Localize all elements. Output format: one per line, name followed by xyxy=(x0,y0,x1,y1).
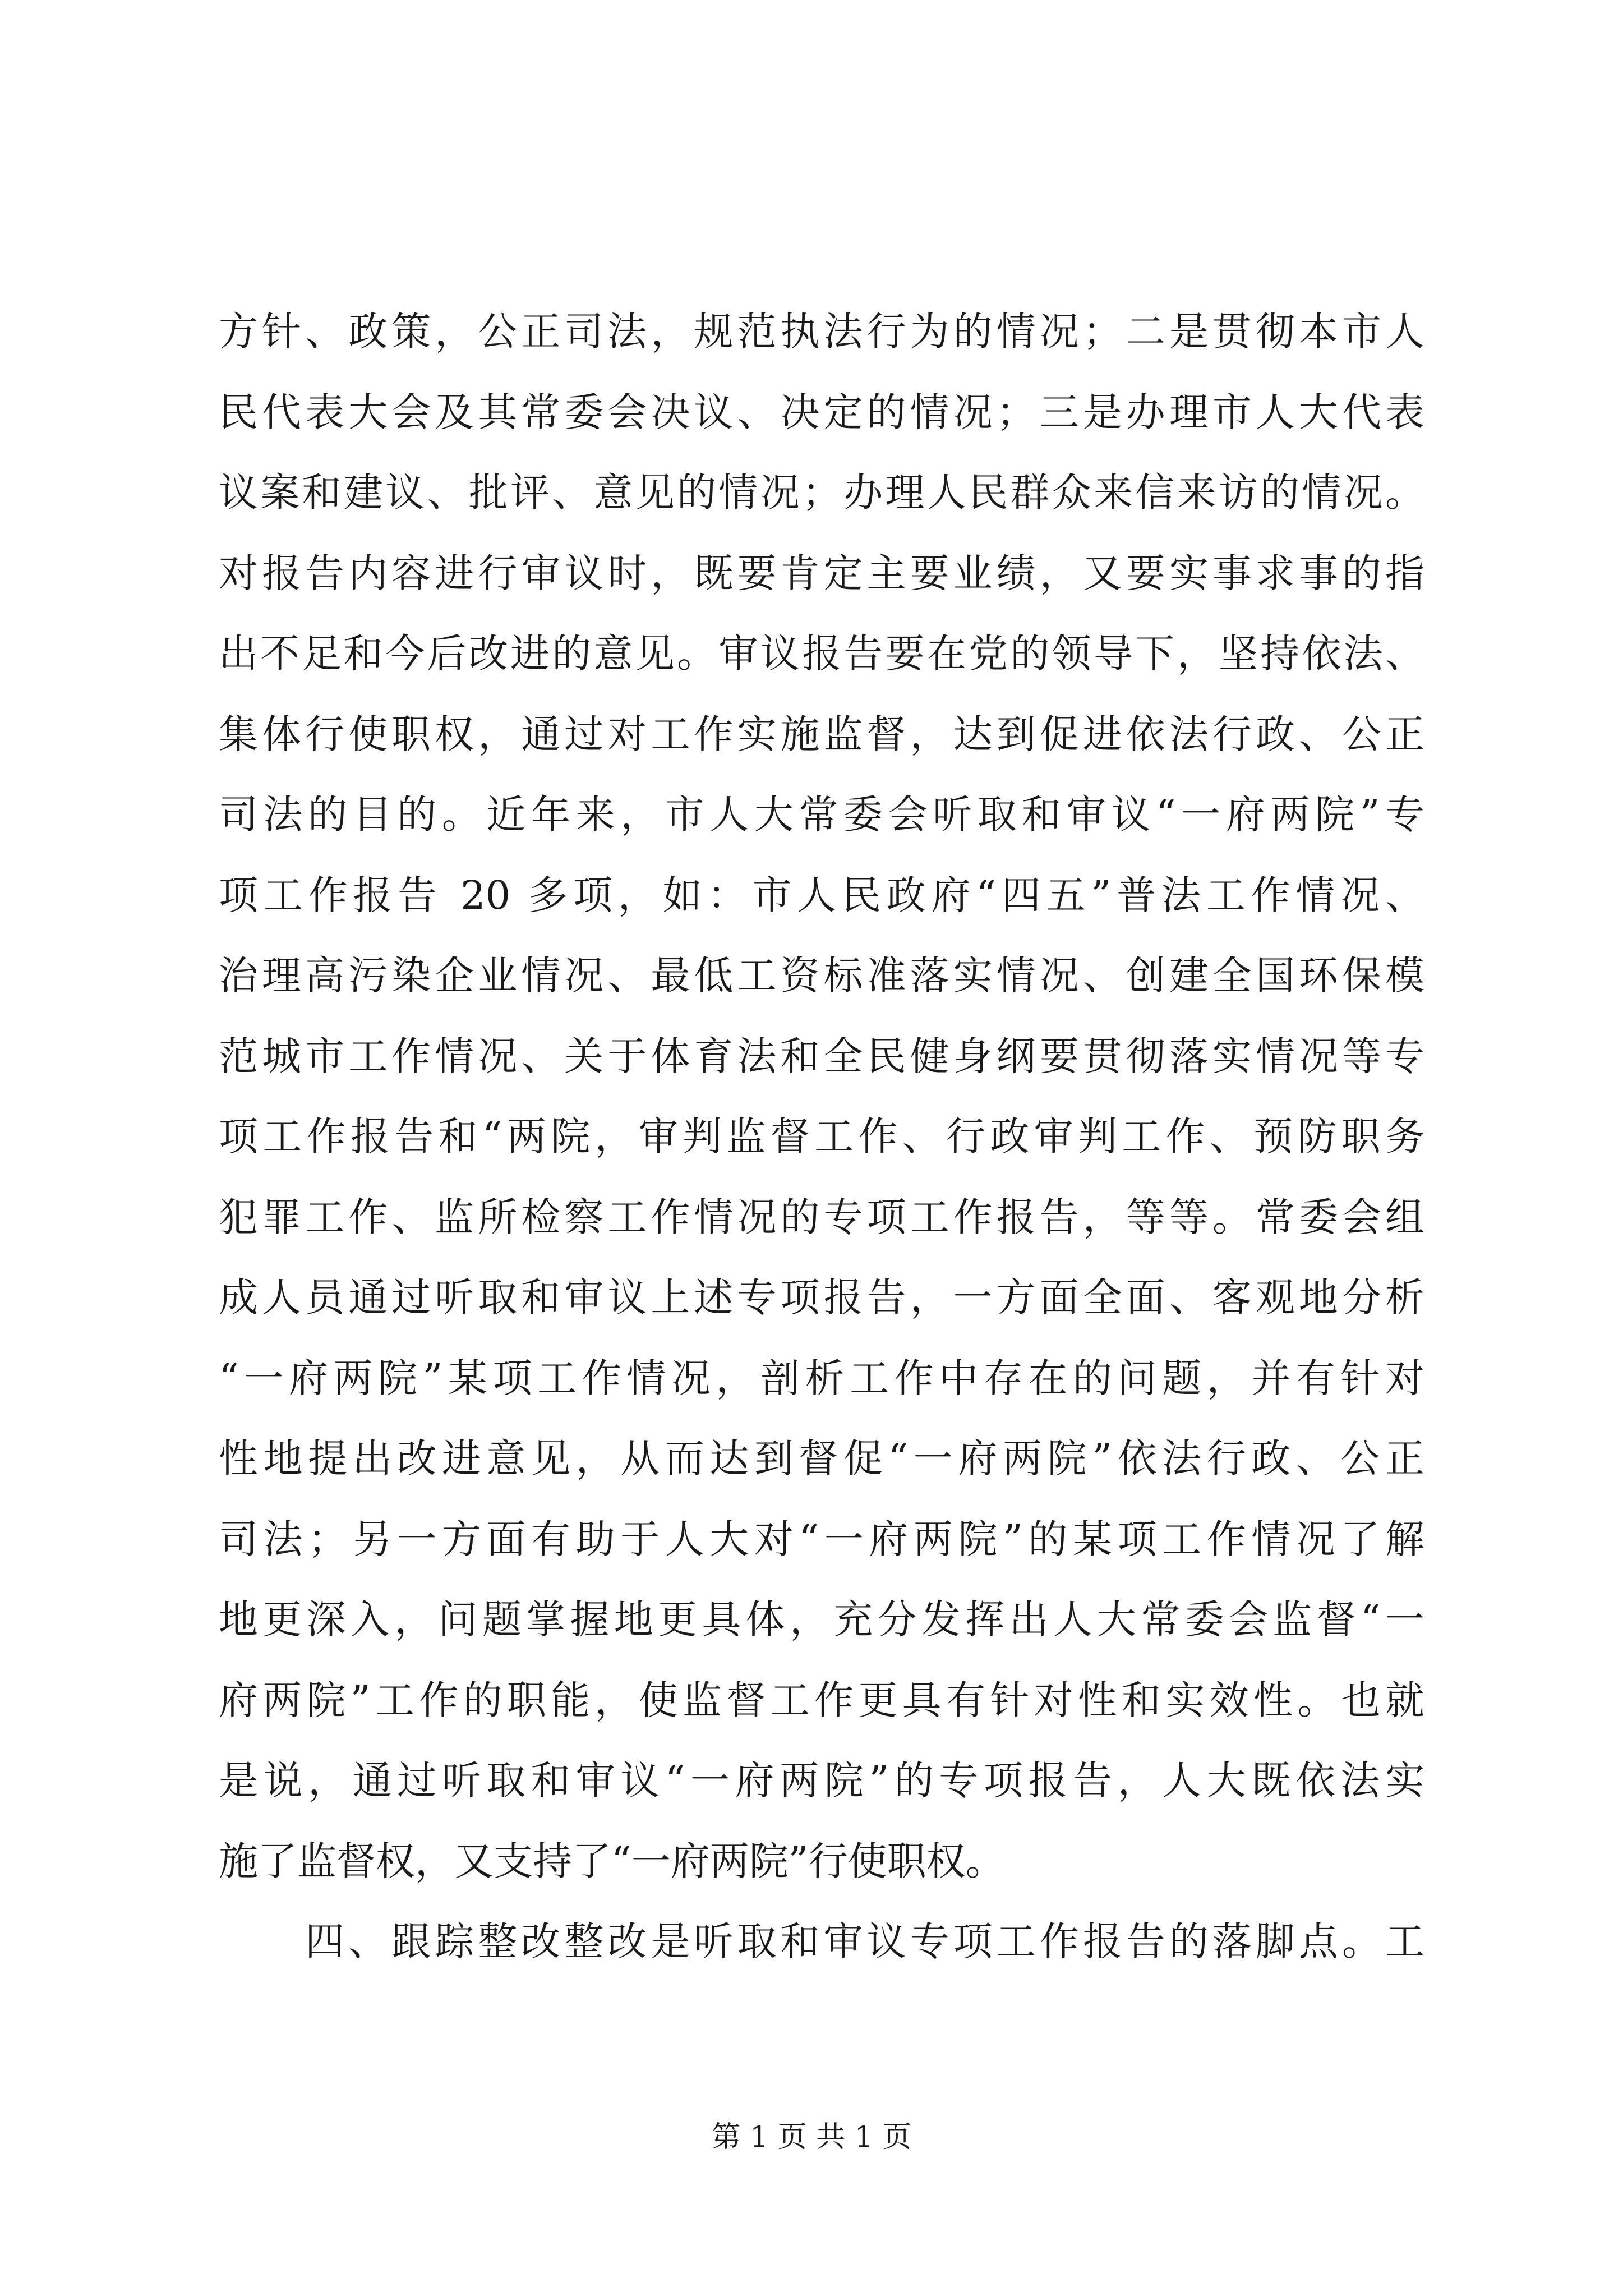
text-line-8: 项工作报告 20 多项，如：市人民政府“四五”普法工作情况、 xyxy=(219,872,1424,918)
text-line-13: 成人员通过听取和审议上述专项报告，一方面全面、客观地分析 xyxy=(219,1274,1424,1320)
text-line-3: 议案和建议、批评、意见的情况；办理人民群众来信来访的情况。 xyxy=(219,470,1424,516)
page-footer xyxy=(0,2118,1623,2157)
text-line-6: 集体行使职权，通过对工作实施监督，达到促进依法行政、公正 xyxy=(219,711,1424,757)
text-line-2: 民代表大会及其常委会决议、决定的情况；三是办理市人大代表 xyxy=(219,389,1424,435)
text-line-15: 性地提出改进意见，从而达到督促“一府两院”依法行政、公正 xyxy=(219,1435,1424,1481)
text-line-17: 地更深入，问题掌握地更具体，充分发挥出人大常委会监督“一 xyxy=(219,1596,1424,1642)
text-line-12: 犯罪工作、监所检察工作情况的专项工作报告，等等。常委会组 xyxy=(219,1194,1424,1240)
text-line-9: 治理高污染企业情况、最低工资标准落实情况、创建全国环保模 xyxy=(219,953,1424,999)
text-line-18: 府两院”工作的职能，使监督工作更具有针对性和实效性。也就 xyxy=(219,1677,1424,1723)
body-text xyxy=(219,292,1424,1982)
text-line-14: “一府两院”某项工作情况，剖析工作中存在的问题，并有针对 xyxy=(219,1355,1424,1401)
text-line-16: 司法；另一方面有助于人大对“一府两院”的某项工作情况了解 xyxy=(219,1516,1424,1562)
text-line-20: 施了监督权，又支持了“一府两院”行使职权。 xyxy=(219,1838,1005,1884)
text-line-11: 项工作报告和“两院，审判监督工作、行政审判工作、预防职务 xyxy=(219,1114,1424,1159)
text-line-19: 是说，通过听取和审议“一府两院”的专项报告，人大既依法实 xyxy=(219,1757,1424,1803)
page-number-label: 第 1 页 共 1 页 xyxy=(711,2120,912,2154)
text-line-7: 司法的目的。近年来，市人大常委会听取和审议“一府两院”专 xyxy=(219,792,1424,838)
text-line-1: 方针、政策，公正司法，规范执法行为的情况；二是贯彻本市人 xyxy=(219,309,1424,355)
text-line-4: 对报告内容进行审议时，既要肯定主要业绩，又要实事求事的指 xyxy=(219,550,1424,596)
text-line-10: 范城市工作情况、关于体育法和全民健身纲要贯彻落实情况等专 xyxy=(219,1033,1424,1079)
text-line-5: 出不足和今后改进的意见。审议报告要在党的领导下，坚持依法、 xyxy=(219,631,1424,677)
text-line-21: 四、跟踪整改整改是听取和审议专项工作报告的落脚点。工 xyxy=(219,1918,1424,1964)
